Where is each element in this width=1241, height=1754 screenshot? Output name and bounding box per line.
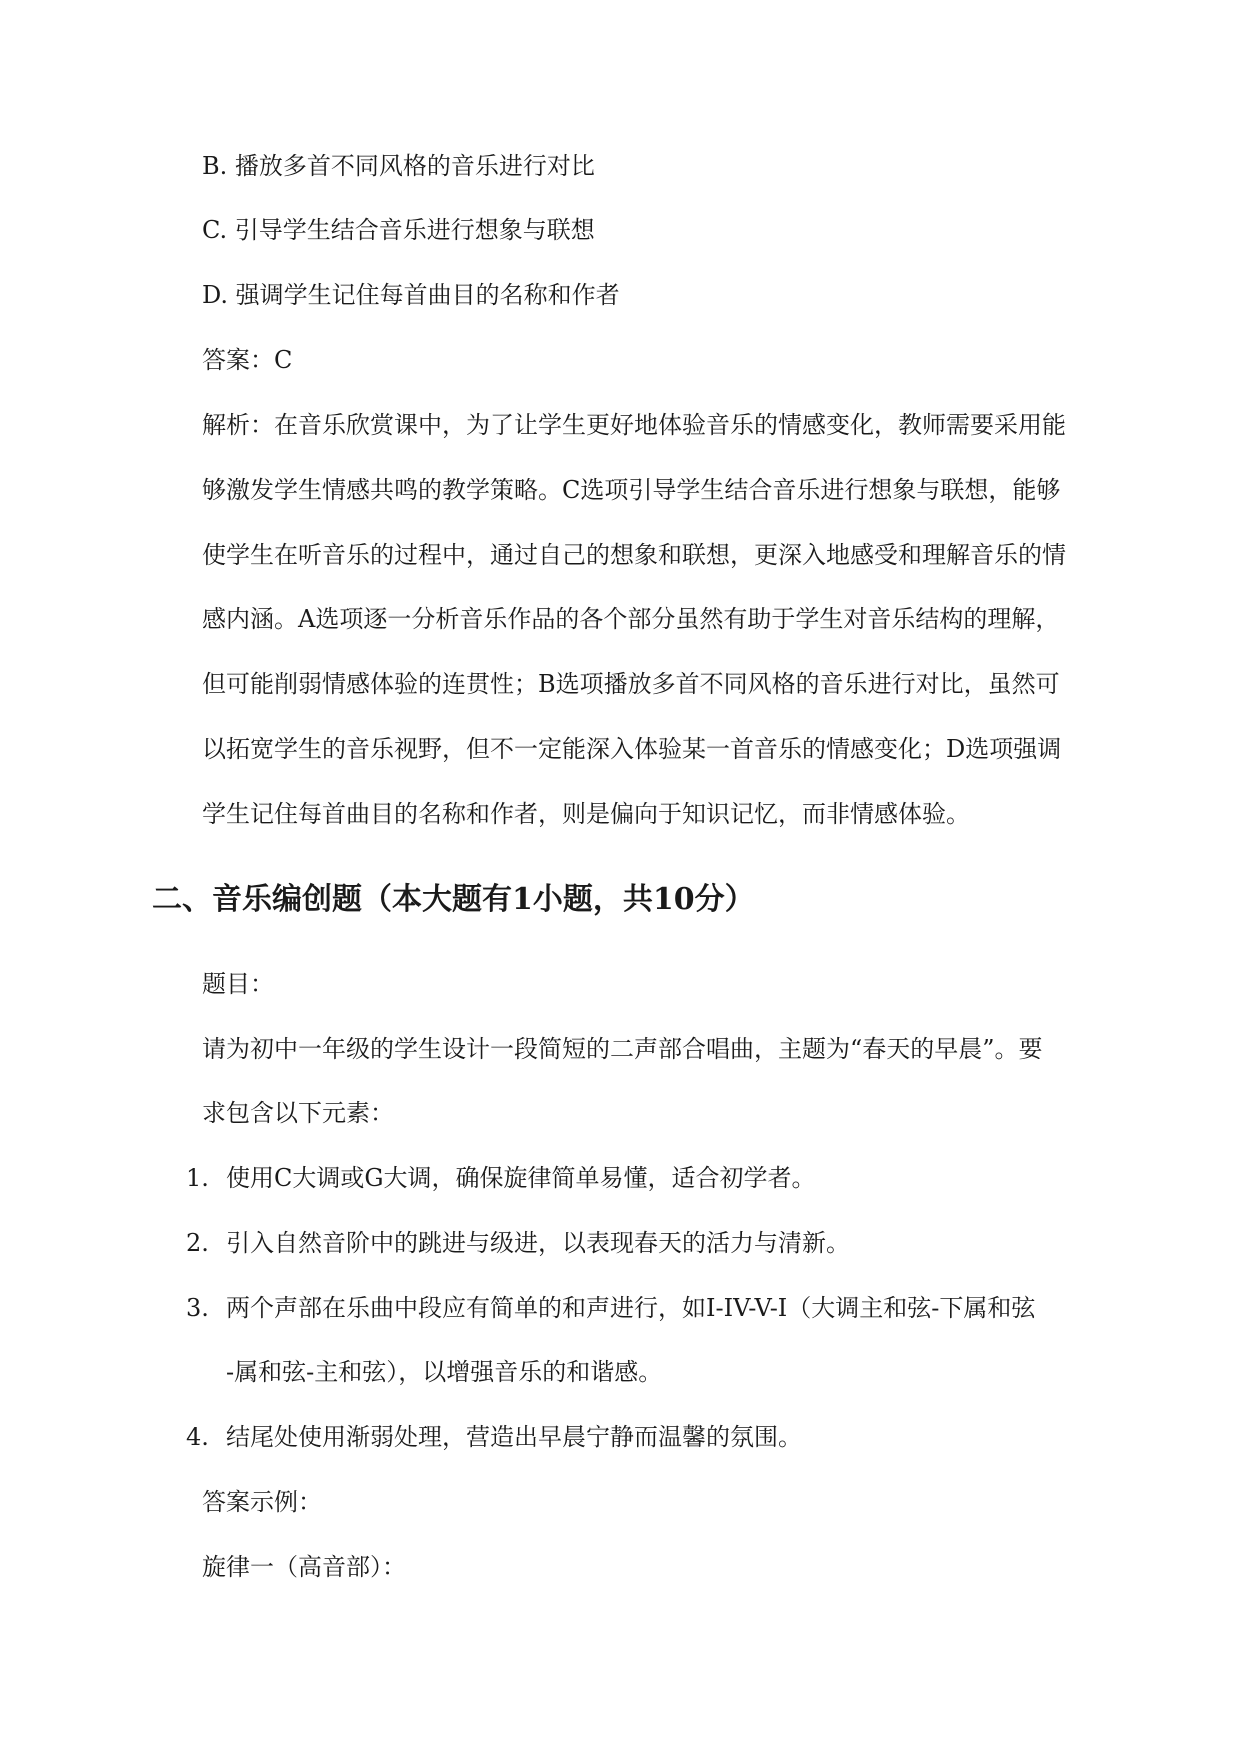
requirement-text: 结尾处使用渐弱处理，营造出早晨宁静而温馨的氛围。	[226, 1423, 802, 1451]
requirement-number: 1.	[186, 1164, 209, 1192]
requirement-text-continued: -属和弦-主和弦），以增强音乐的和谐感。	[226, 1358, 663, 1386]
question-label: 题目：	[202, 970, 274, 998]
question-line: 请为初中一年级的学生设计一段简短的二声部合唱曲，主题为“春天的早晨”。要	[202, 1035, 1043, 1063]
example-label: 答案示例：	[202, 1488, 322, 1516]
question-line: 求包含以下元素：	[202, 1099, 394, 1127]
analysis-line: 感内涵。A选项逐一分析音乐作品的各个部分虽然有助于学生对音乐结构的理解，	[202, 605, 1060, 633]
option-b: B. 播放多首不同风格的音乐进行对比	[202, 152, 595, 180]
requirement-text: 引入自然音阶中的跳进与级进，以表现春天的活力与清新。	[226, 1229, 850, 1257]
melody-label: 旋律一（高音部）：	[202, 1553, 406, 1581]
analysis-line: 以拓宽学生的音乐视野，但不一定能深入体验某一首音乐的情感变化；D选项强调	[202, 735, 1062, 763]
analysis-line: 够激发学生情感共鸣的教学策略。C选项引导学生结合音乐进行想象与联想，能够	[202, 476, 1061, 504]
analysis-line: 学生记住每首曲目的名称和作者，则是偏向于知识记忆，而非情感体验。	[202, 800, 970, 828]
requirement-number: 4.	[186, 1423, 209, 1451]
section-heading: 二、音乐编创题（本大题有1小题，共10分）	[152, 882, 755, 917]
requirement-text: 使用C大调或G大调，确保旋律简单易懂，适合初学者。	[226, 1164, 816, 1192]
requirement-number: 3.	[186, 1294, 209, 1322]
answer-line: 答案：C	[202, 346, 293, 374]
requirement-text: 两个声部在乐曲中段应有简单的和声进行，如I-IV-V-I（大调主和弦-下属和弦	[226, 1294, 1036, 1322]
analysis-line: 使学生在听音乐的过程中，通过自己的想象和联想，更深入地感受和理解音乐的情	[202, 541, 1066, 569]
requirement-number: 2.	[186, 1229, 209, 1257]
analysis-line: 但可能削弱情感体验的连贯性；B选项播放多首不同风格的音乐进行对比，虽然可	[202, 670, 1060, 698]
analysis-line: 解析：在音乐欣赏课中，为了让学生更好地体验音乐的情感变化，教师需要采用能	[202, 411, 1066, 439]
option-d: D. 强调学生记住每首曲目的名称和作者	[202, 281, 620, 309]
option-c: C. 引导学生结合音乐进行想象与联想	[202, 216, 595, 244]
